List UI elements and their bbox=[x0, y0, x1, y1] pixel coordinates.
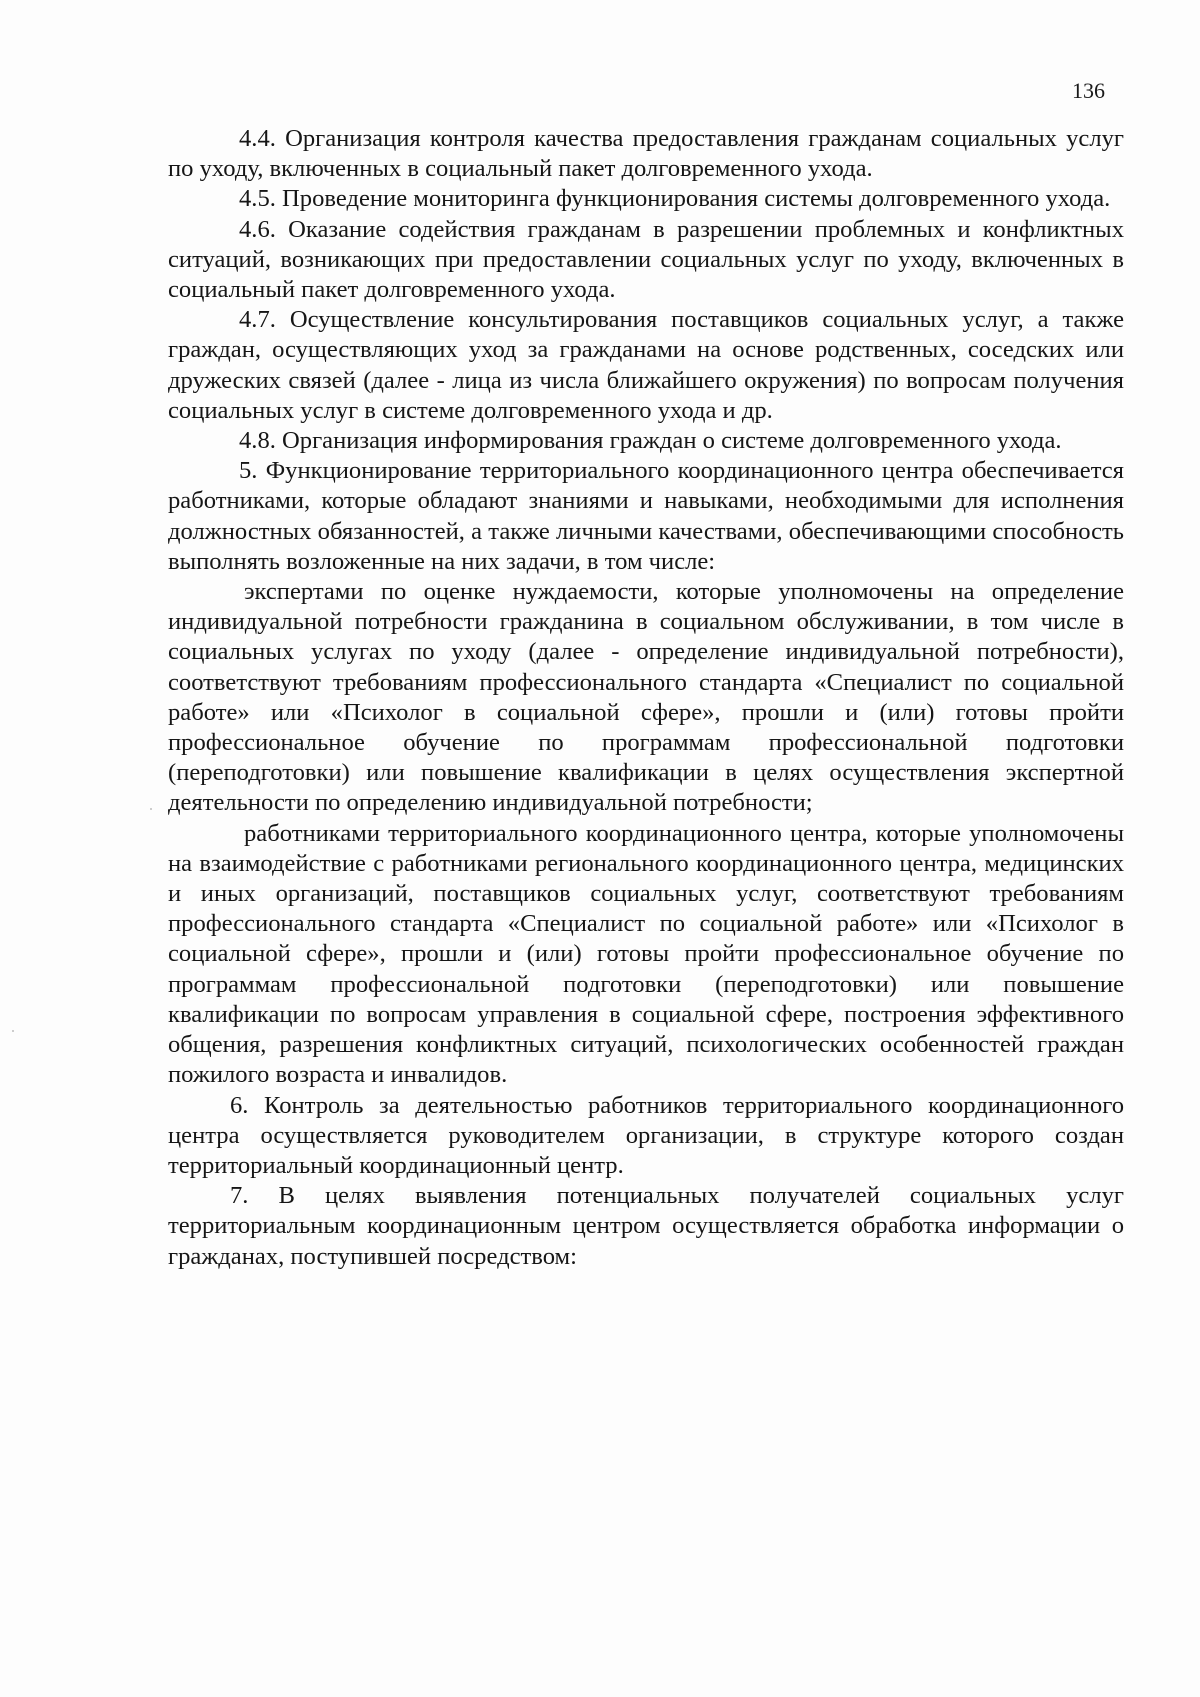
paragraph-workers: работниками территориального координационного центра, которые уполномочены на взаимодействие с работниками регионального координационного центра, медицинских и иных организаций, поставщиков социальных услуг, соответствуют требованиям профессионального стандарта «Специалист по социальной работе» или «Психолог в социальной сфере», прошли и (или) готовы пройти профессиональное обучение по программам профессиональной подготовки (переподготовки) или повышение квалификации по вопросам управления в социальной сфере, построения эффективного общения, разрешения конфликтных ситуаций, психологических особенностей граждан пожилого возраста и инвалидов. bbox=[168, 819, 1124, 1089]
paragraph-4-6: 4.6. Оказание содействия гражданам в разрешении проблемных и конфликтных ситуаций, возникающих при предоставлении социальных услуг по уходу, включенных в социальный пакет долговременного ухода. bbox=[168, 215, 1124, 304]
paragraph-6: 6. Контроль за деятельностью работников территориального координационного центра осуществляется руководителем организации, в структуре которого создан территориальный координационный центр. bbox=[168, 1091, 1124, 1179]
document-body bbox=[168, 124, 1124, 1272]
paragraph-4-4: 4.4. Организация контроля качества предоставления гражданам социальных услуг по уходу, включенных в социальный пакет долговременного ухода. bbox=[168, 125, 1124, 183]
paragraph-7: 7. В целях выявления потенциальных получателей социальных услуг территориальным координационным центром осуществляется обработка информации о гражданах, поступившей посредством: bbox=[168, 1182, 1124, 1270]
scan-speck bbox=[150, 808, 152, 810]
scan-speck bbox=[12, 1030, 14, 1032]
paragraph-4-8: 4.8. Организация информирования граждан о системе долговременного ухода. bbox=[239, 427, 1062, 455]
paragraph-4-7: 4.7. Осуществление консультирования поставщиков социальных услуг, а также граждан, осуществляющих уход за гражданами на основе родственных, соседских или дружеских связей (далее - лица из числа ближайшего окружения) по вопросам получения социальных услуг в системе долговременного ухода и др. bbox=[168, 306, 1124, 424]
paragraph-4-5: 4.5. Проведение мониторинга функционирования системы долговременного ухода. bbox=[239, 185, 1111, 213]
paragraph-5: 5. Функционирование территориального координационного центра обеспечивается работниками, которые обладают знаниями и навыками, необходимыми для исполнения должностных обязанностей, а также личными качествами, обеспечивающими способность выполнять возложенные на них задачи, в том числе: bbox=[168, 457, 1124, 575]
page-number: 136 bbox=[1072, 78, 1105, 103]
paragraph-experts: экспертами по оценке нуждаемости, которые уполномочены на определение индивидуальной потребности гражданина в социальном обслуживании, в том числе в социальных услугах по уходу (далее - определение индивидуальной потребности), соответствуют требованиям профессионального стандарта «Специалист по социальной работе» или «Психолог в социальной сфере», прошли и (или) готовы пройти профессиональное обучение по программам профессиональной подготовки (переподготовки) или повышение квалификации в целях осуществления экспертной деятельности по определению индивидуальной потребности; bbox=[168, 578, 1124, 817]
